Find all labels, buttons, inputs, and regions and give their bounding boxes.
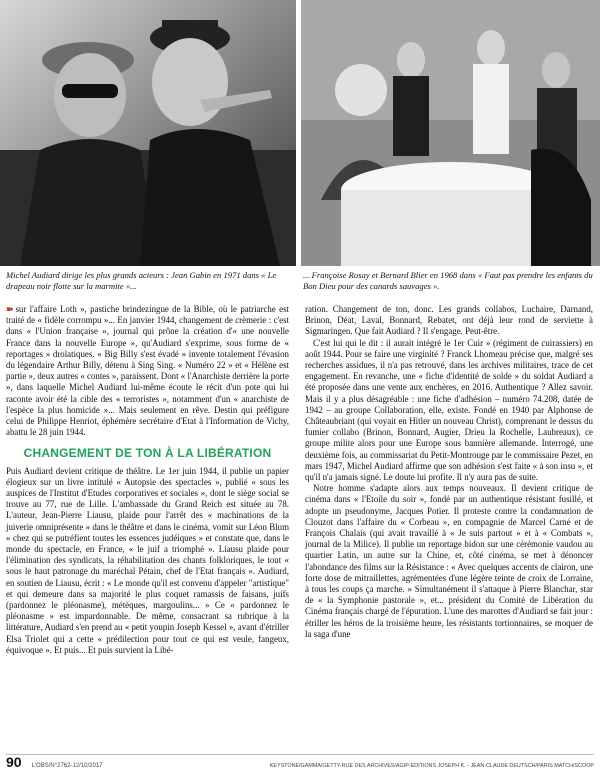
page-number: 90 bbox=[6, 754, 22, 770]
article-paragraph: ration. Changement de ton, donc. Les grands collabos, Luchaire, Darnand, Brinon, Déat, Laval, Bonnard, Rebatet, ont déjà leur rond de serviette à Sigmaringen. Que fait Audiard ? Il s'engage. Peut-être. bbox=[305, 304, 593, 337]
photo-right bbox=[301, 0, 600, 266]
article-paragraph bbox=[6, 304, 289, 438]
photo-caption-right: ... Françoise Rosay et Bernard Blier en 1968 dans « Faut pas prendre les enfants du Bon Dieu pour des canards sauvages ». bbox=[303, 270, 593, 291]
continuation-arrow-icon: ➽ bbox=[6, 304, 14, 314]
photo-film-set-table-icon bbox=[301, 0, 600, 266]
photo-credits: KEYSTONE/GAMMA/GETTY-RUE DES ARCHIVES/AGIP-EDITIONS JOSEPH K. - JEAN-CLAUDE DEUTSCH/PARIS MATCH/SCOOP bbox=[269, 763, 594, 769]
page-footer bbox=[6, 754, 594, 769]
article-paragraph: C'est lui qui le dit : il aurait intégré le 1er Cuir » (régiment de cuirassiers) en août 1944. Pour se faire une virginité ? Franck Lhomeau précise que, malgré ses recherches assidues, il n'a pas retrouvé, dans les archives militaires, trace de cet engagement. En revanche, une « fiche d'identité de solde » du soldat Audiard a été proposée dans une vente aux enchères, en 2016. Authentique ? Allez savoir. Mais il y a plus désagréable : une fiche d'adhésion – numéro 74.208, datée de 1942 – au groupe Collaboration, elle, existe. Fondé en 1940 par Alphonse de Châteaubriant (qui voyait en Hitler un nouveau Christ), comprenant le dessus du fumier collabo (Brinon, Bonnard, Augier, Drieu la Rochelle, Laubreaux), ce groupe milite alors pour une Europe sous bannière allemande. Interrogé, une deuxième fois, au commissariat du Petit-Montrouge par le commissaire Pezet, en mars 1947, Michel Audiard affirme que son adhésion s'est faite « à son insu », et qu'il n'a jamais signé. Le doute lui profite. Il n'y aura pas de suite. bbox=[305, 337, 593, 483]
photo-two-men-hats-icon bbox=[0, 0, 296, 266]
photo-caption-left: Michel Audiard dirige les plus grands acteurs : Jean Gabin en 1971 dans « Le drapeau noir flotte sur la marmite »... bbox=[6, 270, 277, 291]
article-column-right bbox=[305, 304, 593, 640]
photo-left bbox=[0, 0, 296, 266]
paragraph-text: sur l'affaire Loth », pastiche brindezingue de la Bible, où le patriarche est traité de « fidèle corrompu »... En janvier 1944, changement de crèmerie : c'est dans « l'Union française », journal qui prône la création d'« une nouvelle France dans la nouvelle Europe », qu'Audiard s'exprime, sous forme de « reportages » drolatiques. « Big Billy s'est évadé » invente totalement l'évasion du légendaire Arthur Billy, détenu à Sing Sing. « Numéro 22 » et « Hélène est partie », deux autres « contes », paraissent. Dont « l'Anarchiste derrière la porte », dans laquelle Michel Audiard lui-même écoute le récit d'un pote qui lui raconte avoir été la cible des « terroristes », notamment d'un « anarchiste de l'espèce la plus homicide »... Mais seulement en rêve. Destin qui préfigure celui de Philippe Henriot, éphémère secrétaire d'Etat à l'Information de Vichy, abattu le 28 juin 1944. bbox=[6, 304, 289, 438]
article-paragraph: Notre homme s'adapte alors aux temps nouveaux. Il devient critique de cinéma dans « l'Etoile du soir », fondé par un authentique résistant fusillé, et adopte un pseudonyme, Jacques Potier. Il proteste contre la condamnation de Clouzot dans l'affaire du « Corbeau », en compagnie de Marcel Carné et de François Chalais (qui avait travaillé à « Je suis partout » et à « Combats », journal de la Milice). Il publie un reportage bidon sur une cérémonie vaudou au quartier Latin, un autre sur la Chine, et, côté cinéma, se met à dénoncer l'abondance des films sur la Résistance : « Avec quelques accents de clairon, une forte dose de mitraillettes, agrémentées d'une légère teinte de croix de Lorraine, à tous les coups ça marche. » Simultanément il s'attaque à Pierre Blanchar, star de « la Symphonie pastorale », et... président du Comité de Libération du Cinéma français chargé de l'épuration. L'une des marottes d'Audiard se fait jour : étriller les héros de la troisième heure, les résistants tortionnaires, se moquer de la saga d'une bbox=[305, 483, 593, 639]
article-column-left bbox=[6, 304, 289, 656]
publication-issue: L'OBS/N°2762-12/10/2017 bbox=[31, 763, 103, 769]
article-paragraph: Puis Audiard devient critique de théâtre. Le 1er juin 1944, il publie un papier élogieux sur un livre intitulé « Autopsie des spectacles », publié « sous les auspices de l'Institut d'Etudes corporatives et sociales », dont le siège social se trouve au 77, rue de Lille. L'ambassade du Grand Reich est située au 78. L'auteur, Jean-Pierre Liausu, plaide pour l'arrêt des « machinations de la juiverie omniprésente » dans le théâtre et dans le cinéma, vomit sur Léon Blum « chez qui se putréfient toutes les essences judéiques » et constate que, dans le monde du spectacle, en France, « le juif a triomphé ». Liausu plaide pour l'élimination des syndicats, la réhabilitation des chants folkloriques, le tout « sous le haut patronage du maréchal Pétain, chef de l'Etat français ». Audiard, en soutien de Liausu, écrit : « Le monde qu'il est convenu d'appeler "artistique" et qui demeure dans sa majorité le plus coquet ramassis de faisans, juifs (pardonnez le pléonasme), métèques, margoulins... » Ce « pardonnez le pléonasme » est impardonnable. De même, consacrant sa rubrique à la littérature, Audiard s'en prend au « petit youpin Joseph Kessel », avant d'étriller Elsa Triolet qui a cette « prédilection pour tout ce qui est veule, fangeux, équivoque ». Et puis... Et puis survient la Libé- bbox=[6, 465, 289, 655]
section-heading: CHANGEMENT DE TON À LA LIBÉRATION bbox=[23, 446, 272, 461]
